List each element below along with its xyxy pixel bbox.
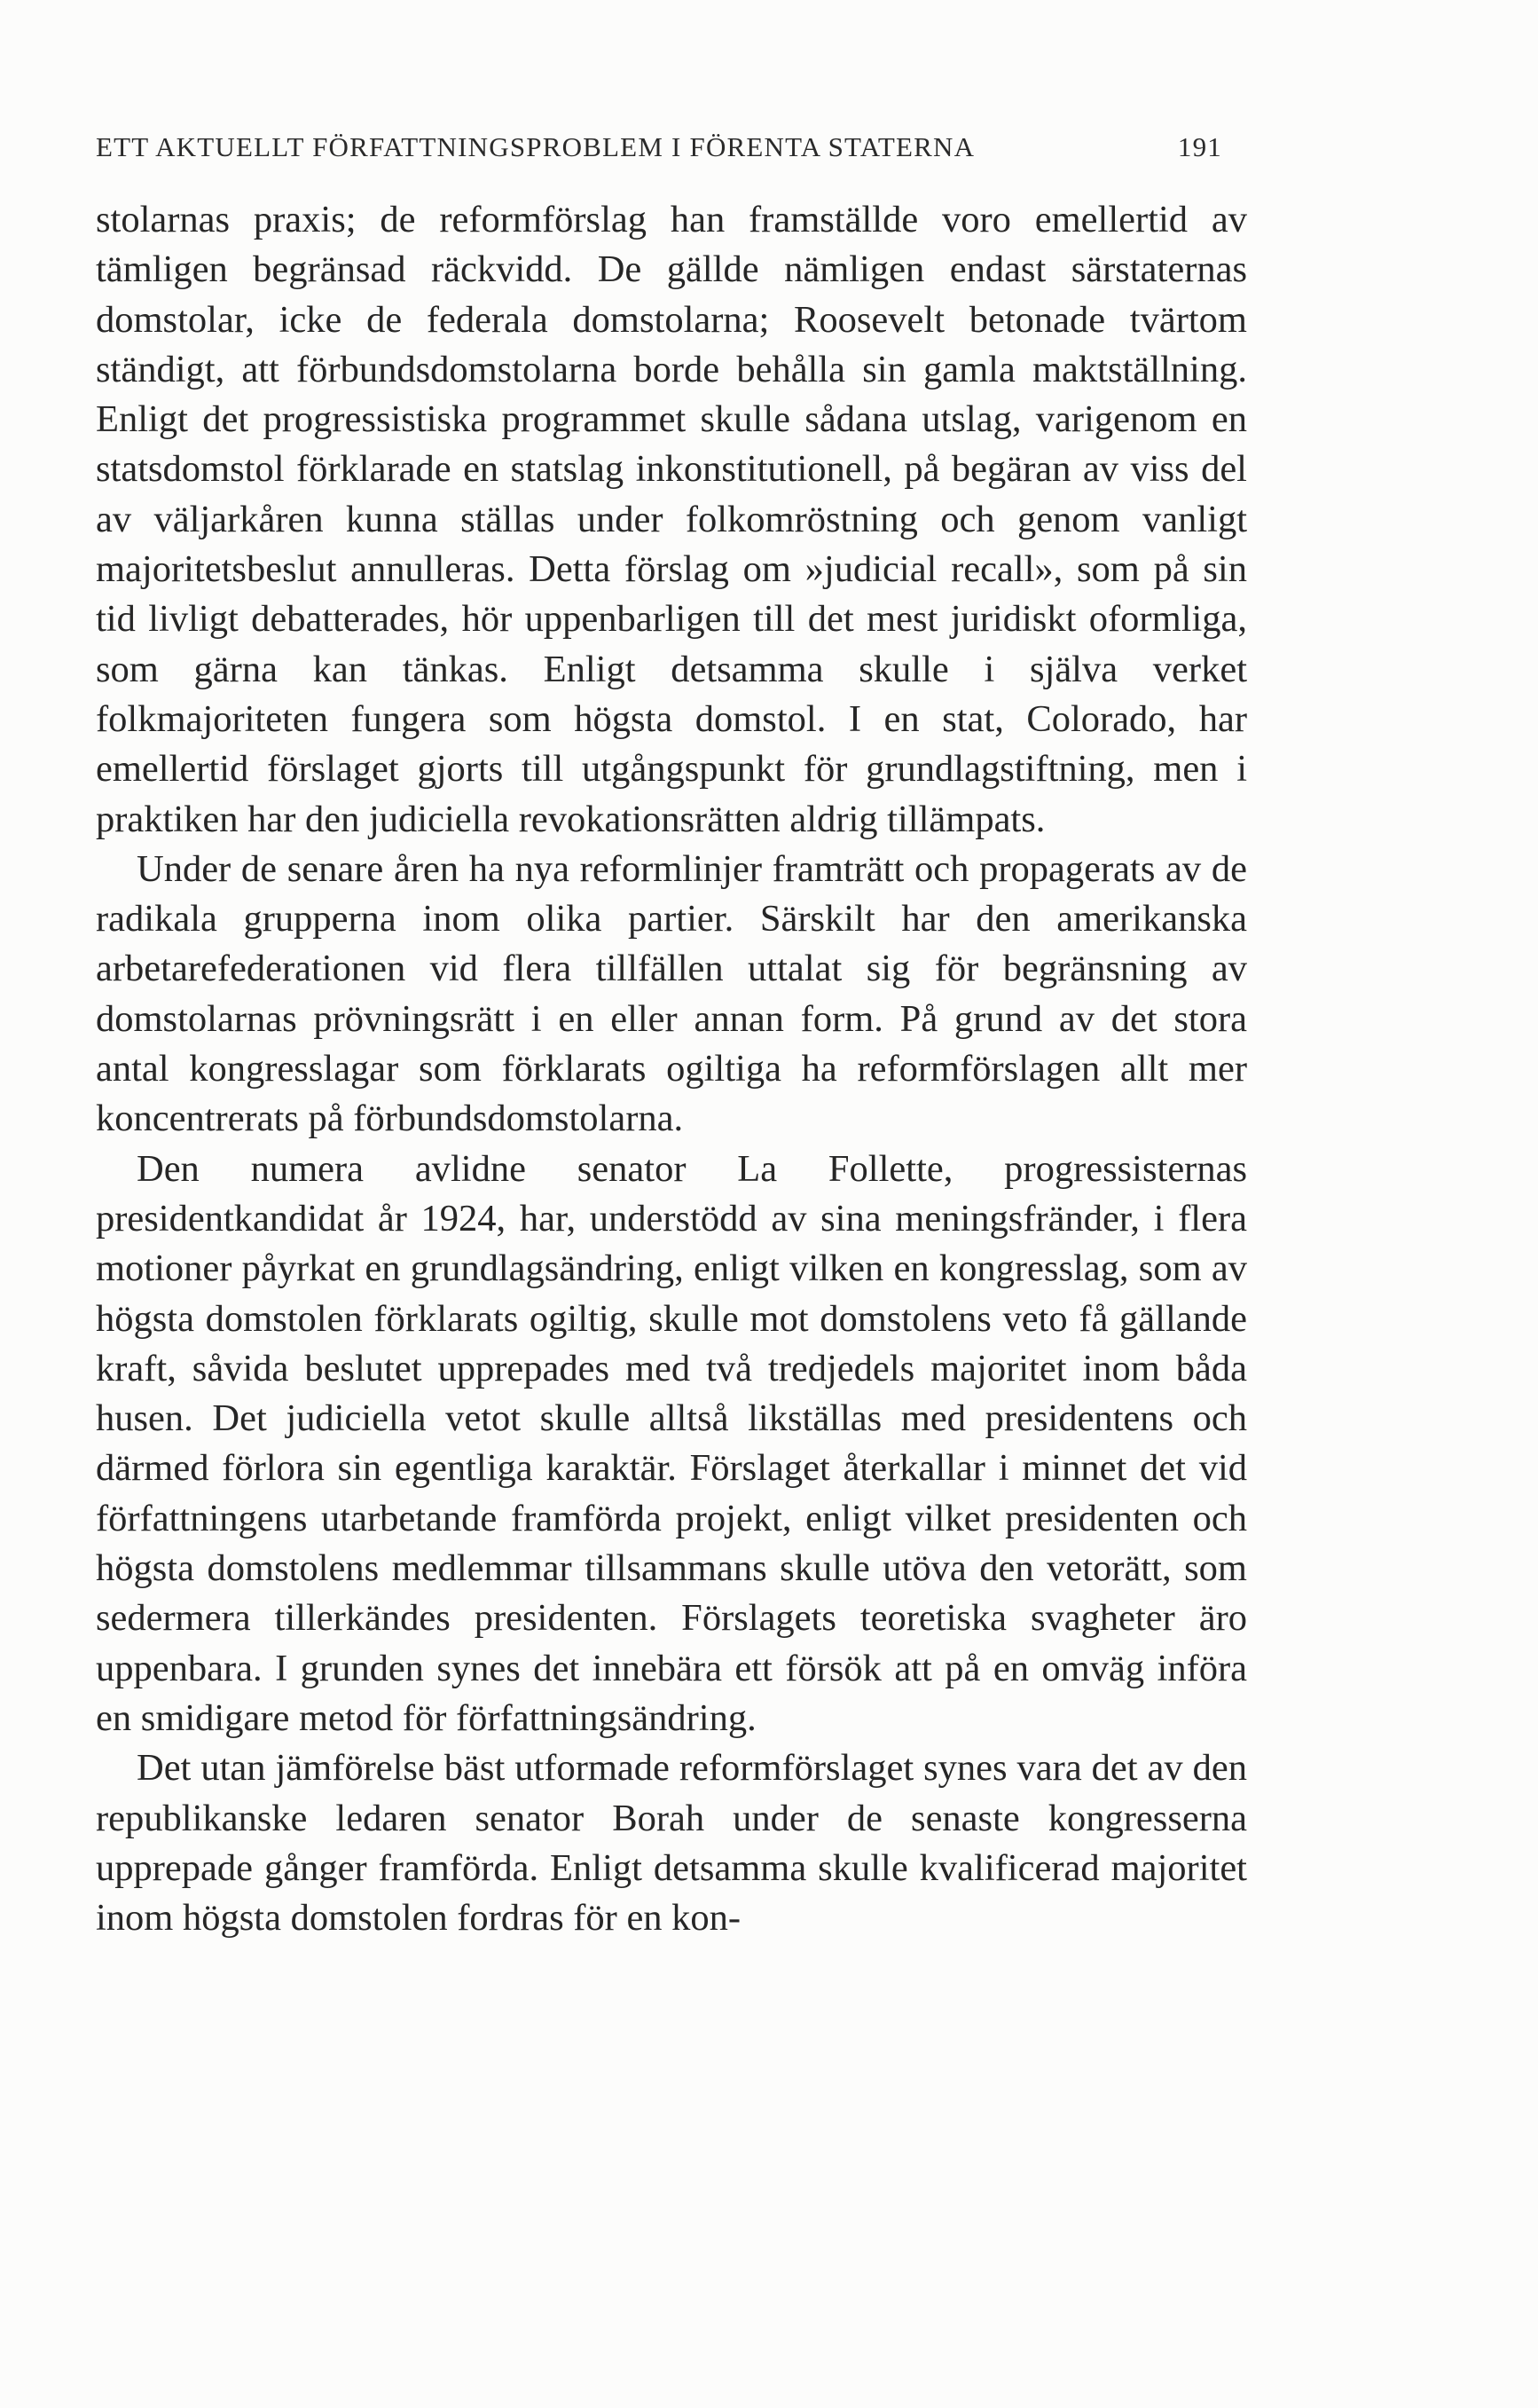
paragraph-4: Det utan jämförelse bäst utformade reformförslaget synes vara det av den republikanske ledaren senator Borah under de senaste kongresserna upprepade gånger framförda. Enligt detsamma skulle kvalificerad majoritet inom högsta domstolen fordras för en kon- [96, 1747, 1247, 1940]
page-number: 191 [1177, 131, 1222, 162]
running-title: ETT AKTUELLT FÖRFATTNINGSPROBLEM I FÖRENTA STATERNA [96, 131, 976, 162]
paragraph-1: stolarnas praxis; de reformförslag han framställde voro emellertid av tämligen begränsad räckvidd. De gällde nämligen endast särstaternas domstolar, icke de federala domstolarna; Roosevelt betonade tvärtom ständigt, att förbundsdomstolarna borde behålla sin gamla maktställning. Enligt det progressistiska programmet skulle sådana utslag, varigenom en statsdomstol förklarade en statslag inkonstitutionell, på begäran av viss del av väljarkåren kunna ställas under folkomröstning och genom vanligt majoritetsbeslut annulleras. Detta förslag om »judicial recall», som på sin tid livligt debatterades, hör uppenbarligen till det mest juridiskt oformliga, som gärna kan tänkas. Enligt detsamma skulle i själva verket folkmajoriteten fungera som högsta domstol. I en stat, Colorado, har emellertid förslaget gjorts till utgångspunkt för grundlagstiftning, men i praktiken har den judiciella revokationsrätten aldrig tillämpats. [96, 199, 1247, 840]
paragraph-2: Under de senare åren ha nya reformlinjer framträtt och propagerats av de radikala grupperna inom olika partier. Särskilt har den amerikanska arbetarefederationen vid flera tillfällen uttalat sig för begränsning av domstolarnas prövningsrätt i en eller annan form. På grund av det stora antal kongresslagar som förklarats ogiltiga ha reformförslagen allt mer koncentrerats på förbundsdomstolarna. [96, 847, 1247, 1140]
body-text [96, 195, 1247, 1943]
paragraph-3: Den numera avlidne senator La Follette, progressisternas presidentkandidat år 1924, har, understödd av sina meningsfränder, i flera motioner påyrkat en grundlagsändring, enligt vilken en kongresslag, som av högsta domstolen förklarats ogiltig, skulle mot domstolens veto få gällande kraft, såvida beslutet upprepades med två tredjedels majoritet inom båda husen. Det judiciella vetot skulle alltså likställas med presidentens och därmed förlora sin egentliga karaktär. Förslaget återkallar i minnet det vid författningens utarbetande framförda projekt, enligt vilket presidenten och högsta domstolens medlemmar tillsammans skulle utöva den vetorätt, som sedermera tillerkändes presidenten. Förslagets teoretiska svagheter äro uppenbara. I grunden synes det innebära ett försök att på en omväg införa en smidigare metod för författningsändring. [96, 1147, 1247, 1739]
running-header [96, 131, 1222, 172]
